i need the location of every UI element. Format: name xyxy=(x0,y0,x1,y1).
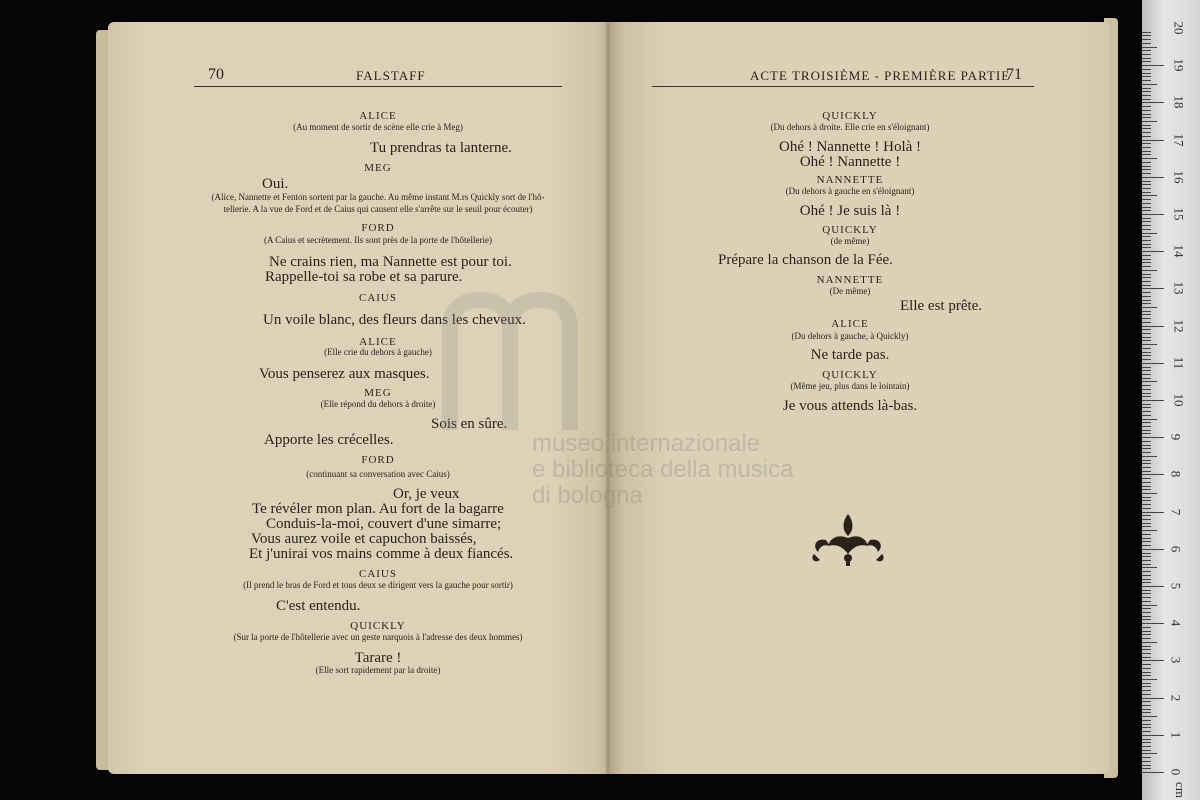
ruler-tick xyxy=(1142,411,1151,412)
ruler-tick xyxy=(1142,340,1151,341)
ruler-number: 5 xyxy=(1168,582,1184,590)
ruler-tick xyxy=(1142,262,1151,263)
right-running-title: ACTE TROISIÈME - PREMIÈRE PARTIE xyxy=(750,68,1011,83)
left_page-text-verse-line: Sois en sûre. xyxy=(431,416,508,432)
ruler-tick xyxy=(1142,355,1151,356)
ruler-tick xyxy=(1142,300,1151,301)
ruler-tick xyxy=(1142,404,1151,405)
ruler-tick xyxy=(1142,508,1151,509)
ruler-tick xyxy=(1142,619,1151,620)
left_page-text-verse-line: Vous penserez aux masques. xyxy=(259,366,430,382)
ruler-tick xyxy=(1142,579,1151,580)
ruler-tick xyxy=(1142,151,1151,152)
left_page-text-verse-line: Oui. xyxy=(262,176,289,192)
ruler-tick xyxy=(1142,526,1151,527)
ruler-tick xyxy=(1142,500,1151,501)
ruler-number: 11 xyxy=(1171,356,1187,370)
ruler-tick xyxy=(1142,683,1151,684)
ruler-tick xyxy=(1142,326,1164,327)
ruler-tick xyxy=(1142,727,1151,728)
right_page-text-stage-direction: (Même jeu, plus dans le lointain) xyxy=(790,381,910,391)
ruler-tick xyxy=(1142,430,1151,431)
ruler-tick xyxy=(1142,266,1151,267)
ruler-tick xyxy=(1142,772,1164,773)
ruler-tick xyxy=(1142,50,1151,51)
ruler-tick xyxy=(1142,114,1151,115)
left_page-text-verse-line: Apporte les crécelles. xyxy=(264,432,394,448)
right_page-text-verse-line: Ohé ! Nannette ! Holà ! xyxy=(778,139,922,155)
ruler-tick xyxy=(1142,675,1151,676)
left_page-text-verse-line: Rappelle-toi sa robe et sa parure. xyxy=(265,269,463,285)
ruler-tick xyxy=(1142,445,1151,446)
ruler-number: 12 xyxy=(1171,319,1187,333)
ruler-tick xyxy=(1142,192,1151,193)
ruler-tick xyxy=(1142,407,1151,408)
ruler-tick xyxy=(1142,422,1151,423)
right_page-text-verse-line: Ohé ! Nannette ! xyxy=(799,154,901,170)
ruler-number: 1 xyxy=(1168,731,1184,739)
ruler-tick xyxy=(1142,214,1164,215)
ruler-tick xyxy=(1142,761,1151,762)
ruler-tick xyxy=(1142,564,1151,565)
ruler-tick xyxy=(1142,218,1151,219)
ruler-number: 8 xyxy=(1168,471,1184,478)
ruler-tick xyxy=(1142,720,1151,721)
ruler-tick xyxy=(1142,121,1157,122)
ruler-tick xyxy=(1142,452,1151,453)
ruler-tick xyxy=(1142,47,1157,48)
left_page-text-verse-line: Et j'unirai vos mains comme à deux fiancés. xyxy=(249,546,514,562)
ruler-tick xyxy=(1142,642,1157,643)
ruler-tick xyxy=(1142,259,1151,260)
ruler-tick xyxy=(1142,538,1151,539)
ruler-tick xyxy=(1142,545,1151,546)
watermark-line-3: di bologna xyxy=(532,482,643,509)
ruler-tick xyxy=(1142,147,1151,148)
right_page-text-speaker: QUICKLY xyxy=(822,110,878,122)
ruler-tick xyxy=(1142,694,1151,695)
ruler-tick xyxy=(1142,415,1151,416)
ruler-tick xyxy=(1142,333,1151,334)
left_page-text-verse-line: Conduis-la-moi, couvert d'une simarre; xyxy=(266,516,502,532)
left_page-text-stage-direction: (Sur la porte de l'hôtellerie avec un geste narquois à l'adresse des deux hommes) xyxy=(233,632,523,642)
ruler-tick xyxy=(1142,742,1151,743)
ruler-tick xyxy=(1142,303,1151,304)
ruler-tick xyxy=(1142,136,1151,137)
ruler-tick xyxy=(1142,724,1151,725)
ruler-tick xyxy=(1142,39,1151,40)
left_page-text-verse-line: Or, je veux xyxy=(393,486,460,502)
ruler-tick xyxy=(1142,534,1151,535)
ruler-tick xyxy=(1142,195,1157,196)
left_page-text-speaker: ALICE xyxy=(359,336,397,348)
ruler-number: 4 xyxy=(1168,619,1184,627)
right_page-text-stage-direction: (Du dehors à gauche en s'éloignant) xyxy=(785,186,915,196)
ruler-number: 17 xyxy=(1171,133,1187,147)
ruler-tick xyxy=(1142,631,1151,632)
left_page-text-speaker: MEG xyxy=(364,387,392,399)
ruler-tick xyxy=(1142,560,1151,561)
ruler-tick xyxy=(1142,199,1151,200)
ruler-tick xyxy=(1142,247,1151,248)
ruler-tick xyxy=(1142,646,1151,647)
ruler-tick xyxy=(1142,76,1151,77)
ruler-tick xyxy=(1142,448,1151,449)
left_page-text-stage-direction: (A Caius et secrètement. Ils sont près de la porte de l'hôtellerie) xyxy=(263,235,493,245)
ruler-tick xyxy=(1142,523,1151,524)
ruler-tick xyxy=(1142,251,1164,252)
ruler-tick xyxy=(1142,426,1151,427)
ruler-number: 16 xyxy=(1171,170,1187,184)
ruler-tick xyxy=(1142,541,1151,542)
ruler-tick xyxy=(1142,240,1151,241)
ruler-tick xyxy=(1142,169,1151,170)
ruler-tick xyxy=(1142,690,1151,691)
ruler-tick xyxy=(1142,556,1151,557)
ruler-number: 13 xyxy=(1171,281,1187,295)
ruler-tick xyxy=(1142,456,1157,457)
ruler-number: 2 xyxy=(1168,694,1184,701)
ruler-tick xyxy=(1142,274,1151,275)
ruler-tick xyxy=(1142,348,1151,349)
ruler-tick xyxy=(1142,735,1164,736)
ruler-tick xyxy=(1142,750,1151,751)
ruler-tick xyxy=(1142,660,1164,661)
ruler-tick xyxy=(1142,400,1164,401)
ruler-tick xyxy=(1142,515,1151,516)
left_page-text-speaker: QUICKLY xyxy=(350,620,406,632)
ruler-tick xyxy=(1142,586,1164,587)
right_page-text-verse-line: Ohé ! Je suis là ! xyxy=(799,203,901,219)
right_page-text-speaker: QUICKLY xyxy=(822,369,878,381)
ruler-tick xyxy=(1142,84,1157,85)
left-running-title: FALSTAFF xyxy=(356,68,426,83)
watermark-line-1: museo internazionale xyxy=(532,430,761,457)
ruler-tick xyxy=(1142,285,1151,286)
ruler-tick xyxy=(1142,765,1151,766)
ruler-tick xyxy=(1142,277,1151,278)
ruler-tick xyxy=(1142,166,1151,167)
left_page-text-stage-direction: (Au moment de sortir de scène elle crie à Meg) xyxy=(293,122,463,132)
ruler-tick xyxy=(1142,582,1151,583)
ruler-number: 3 xyxy=(1168,657,1184,664)
left_page-text-stage-direction: (continuant sa conversation avec Caius) xyxy=(306,469,450,479)
left_page-text-speaker: FORD xyxy=(361,454,395,466)
left_page-text-speaker: CAIUS xyxy=(358,568,398,580)
right-page-number: 71 xyxy=(1006,66,1022,83)
ruler-unit: cm xyxy=(1172,782,1188,798)
ruler-tick xyxy=(1142,73,1151,74)
left_page-text-verse-line: Te révéler mon plan. Au fort de la bagarre xyxy=(252,501,504,517)
ruler-tick xyxy=(1142,593,1151,594)
left_page-text-verse-line: Un voile blanc, des fleurs dans les cheveux. xyxy=(263,312,526,328)
ruler-tick xyxy=(1142,270,1157,271)
right_page-text-stage-direction: (de même) xyxy=(830,236,870,246)
ruler-tick xyxy=(1142,229,1151,230)
ruler-tick xyxy=(1142,385,1151,386)
ruler-tick xyxy=(1142,612,1151,613)
left_page-text-speaker: MEG xyxy=(364,162,392,174)
right_page-text-speaker: NANNETTE xyxy=(816,274,884,286)
ruler-tick xyxy=(1142,225,1151,226)
left_page-text-stage-direction: (Elle répond du dehors à droite) xyxy=(320,399,436,409)
ruler-tick xyxy=(1142,698,1164,699)
ruler-tick xyxy=(1142,627,1151,628)
ruler-tick xyxy=(1142,467,1151,468)
ruler-tick xyxy=(1142,489,1151,490)
left_page-text-stage-direction: (Elle sort rapidement par la droite) xyxy=(315,665,441,675)
ruler-tick xyxy=(1142,181,1151,182)
ruler-tick xyxy=(1142,605,1157,606)
right_page-text-stage-direction: (De même) xyxy=(829,286,871,296)
ruler-tick xyxy=(1142,359,1151,360)
ruler-tick xyxy=(1142,396,1151,397)
ruler-tick xyxy=(1142,173,1151,174)
ruler-tick xyxy=(1142,378,1151,379)
ruler-tick xyxy=(1142,102,1164,103)
ruler-tick xyxy=(1142,679,1157,680)
ruler-tick xyxy=(1142,177,1164,178)
ruler-tick xyxy=(1142,571,1151,572)
ruler-tick xyxy=(1142,296,1151,297)
ruler-tick xyxy=(1142,493,1157,494)
ruler-number: 19 xyxy=(1171,58,1187,72)
right_page-text-stage-direction: (Du dehors à droite. Elle crie en s'éloignant) xyxy=(770,122,930,132)
museum-logo-watermark xyxy=(430,290,600,440)
ruler-tick xyxy=(1142,716,1157,717)
ruler-tick xyxy=(1142,705,1151,706)
ruler-tick xyxy=(1142,471,1151,472)
ruler-tick xyxy=(1142,739,1151,740)
ruler-tick xyxy=(1142,530,1157,531)
ruler-tick xyxy=(1142,549,1164,550)
ruler-tick xyxy=(1142,608,1151,609)
ruler-tick xyxy=(1142,233,1157,234)
ruler-tick xyxy=(1142,54,1151,55)
right_page-text-verse-line: Je vous attends là-bas. xyxy=(782,398,918,414)
ruler-tick xyxy=(1142,307,1157,308)
ruler-tick xyxy=(1142,768,1151,769)
ruler-tick xyxy=(1142,664,1151,665)
ruler-tick xyxy=(1142,746,1151,747)
ruler-tick xyxy=(1142,712,1151,713)
right-header-rule xyxy=(652,86,1034,87)
ruler-tick xyxy=(1142,61,1151,62)
ruler-tick xyxy=(1142,221,1151,222)
right_page-text-verse-line: Elle est prête. xyxy=(900,298,983,314)
ruler-tick xyxy=(1142,367,1151,368)
ruler-tick xyxy=(1142,311,1151,312)
ruler-number: 15 xyxy=(1171,207,1187,221)
ruler-tick xyxy=(1142,318,1151,319)
ruler-tick xyxy=(1142,575,1151,576)
left_page-text-stage-direction: (Il prend le bras de Ford et tous deux se dirigent vers la gauche pour sortir) xyxy=(243,580,513,590)
ruler-tick xyxy=(1142,363,1164,364)
right_page-text-speaker: ALICE xyxy=(831,318,869,330)
ruler-tick xyxy=(1142,441,1151,442)
ruler-tick xyxy=(1142,433,1151,434)
ruler-tick xyxy=(1142,143,1151,144)
ruler-tick xyxy=(1142,553,1151,554)
ruler-tick xyxy=(1142,634,1151,635)
right_page-text-speaker: QUICKLY xyxy=(822,224,878,236)
ruler-tick xyxy=(1142,616,1151,617)
ruler-tick xyxy=(1142,128,1151,129)
ruler-tick xyxy=(1142,657,1151,658)
ruler-tick xyxy=(1142,314,1151,315)
ruler-tick xyxy=(1142,288,1164,289)
left_page-text-speaker: CAIUS xyxy=(358,292,398,304)
left_page-text-verse-line: Tarare ! xyxy=(354,650,402,666)
ruler-tick xyxy=(1142,69,1151,70)
ruler-tick xyxy=(1142,65,1164,66)
ruler-tick xyxy=(1142,140,1164,141)
left_page-text-verse-line: Vous aurez voile et capuchon baissés, xyxy=(251,531,477,547)
ruler-tick xyxy=(1142,649,1151,650)
ruler-tick xyxy=(1142,653,1151,654)
ruler-tick xyxy=(1142,478,1151,479)
ruler-tick xyxy=(1142,497,1151,498)
measuring-ruler xyxy=(1142,0,1200,800)
ruler-tick xyxy=(1142,255,1151,256)
left_page-text-verse-line: C'est entendu. xyxy=(276,598,361,614)
ruler-tick xyxy=(1142,519,1151,520)
ruler-tick xyxy=(1142,419,1157,420)
ruler-tick xyxy=(1142,709,1151,710)
right_page-text-verse-line: Prépare la chanson de la Fée. xyxy=(718,252,893,268)
ruler-tick xyxy=(1142,43,1151,44)
right_page-text-speaker: NANNETTE xyxy=(816,174,884,186)
left_page-text-speaker: ALICE xyxy=(359,110,397,122)
left-header-rule xyxy=(194,86,562,87)
ruler-tick xyxy=(1142,162,1151,163)
ruler-tick xyxy=(1142,601,1151,602)
ruler-tick xyxy=(1142,668,1151,669)
ruler-tick xyxy=(1142,125,1151,126)
ruler-tick xyxy=(1142,110,1151,111)
ruler-tick xyxy=(1142,344,1157,345)
ruler-tick xyxy=(1142,32,1151,33)
ruler-tick xyxy=(1142,91,1151,92)
ruler-tick xyxy=(1142,322,1151,323)
ruler-tick xyxy=(1142,393,1151,394)
ruler-tick xyxy=(1142,154,1151,155)
ruler-tick xyxy=(1142,117,1151,118)
ruler-tick xyxy=(1142,731,1151,732)
ruler-tick xyxy=(1142,281,1151,282)
ruler-tick xyxy=(1142,701,1151,702)
ruler-tick xyxy=(1142,757,1151,758)
left_page-text-verse-line: Ne crains rien, ma Nannette est pour toi. xyxy=(269,254,512,270)
left_page-text-stage-direction: tellerie. A la vue de Ford et de Caius qui causent elle s'arrête sur le seuil pour écouter) xyxy=(223,204,533,214)
ruler-tick xyxy=(1142,58,1151,59)
left_page-text-stage-direction: (Elle crie du dehors à gauche) xyxy=(324,347,432,357)
ruler-tick xyxy=(1142,672,1151,673)
ruler-tick xyxy=(1142,236,1151,237)
ruler-tick xyxy=(1142,337,1151,338)
ruler-tick xyxy=(1142,352,1151,353)
ruler-tick xyxy=(1142,184,1151,185)
right-page xyxy=(610,22,1110,774)
ruler-number: 9 xyxy=(1168,433,1184,441)
ruler-tick xyxy=(1142,486,1151,487)
ruler-tick xyxy=(1142,463,1151,464)
ruler-tick xyxy=(1142,188,1151,189)
ruler-tick xyxy=(1142,381,1157,382)
ruler-tick xyxy=(1142,292,1151,293)
ruler-tick xyxy=(1142,132,1151,133)
ruler-tick xyxy=(1142,753,1157,754)
ruler-tick xyxy=(1142,370,1151,371)
ruler-tick xyxy=(1142,504,1151,505)
ruler-tick xyxy=(1142,95,1151,96)
ruler-tick xyxy=(1142,597,1151,598)
ruler-tick xyxy=(1142,460,1151,461)
left_page-text-verse-line: Tu prendras ta lanterne. xyxy=(370,140,512,156)
ruler-number: 20 xyxy=(1171,21,1187,35)
ruler-tick xyxy=(1142,80,1151,81)
ruler-number: 7 xyxy=(1168,508,1184,515)
ruler-number: 10 xyxy=(1171,393,1187,407)
ruler-tick xyxy=(1142,210,1151,211)
ruler-number: 0 xyxy=(1168,768,1184,776)
ruler-tick xyxy=(1142,686,1151,687)
ruler-tick xyxy=(1142,590,1151,591)
ruler-tick xyxy=(1142,207,1151,208)
ruler-tick xyxy=(1142,482,1151,483)
ruler-tick xyxy=(1142,88,1151,89)
ornament-icon xyxy=(808,510,888,566)
ruler-tick xyxy=(1142,389,1151,390)
ruler-tick xyxy=(1142,567,1157,568)
ruler-tick xyxy=(1142,203,1151,204)
ruler-tick xyxy=(1142,638,1151,639)
ruler-tick xyxy=(1142,158,1157,159)
right_page-text-stage-direction: (Du dehors à gauche, à Quickly) xyxy=(791,331,909,341)
ruler-tick xyxy=(1142,244,1151,245)
ruler-tick xyxy=(1142,99,1151,100)
ruler-tick xyxy=(1142,374,1151,375)
left-page-number: 70 xyxy=(208,66,224,83)
ruler-tick xyxy=(1142,474,1164,475)
left_page-text-speaker: FORD xyxy=(361,222,395,234)
ruler-tick xyxy=(1142,106,1151,107)
ruler-number: 14 xyxy=(1171,244,1187,258)
ruler-tick xyxy=(1142,512,1164,513)
ruler-tick xyxy=(1142,35,1151,36)
ruler-tick xyxy=(1142,329,1151,330)
watermark-line-2: e biblioteca della musica xyxy=(532,456,794,483)
ruler-tick xyxy=(1142,437,1164,438)
ruler-number: 18 xyxy=(1171,95,1187,109)
right_page-text-verse-line: Ne tarde pas. xyxy=(810,347,890,363)
ruler-number: 6 xyxy=(1168,545,1184,553)
left_page-text-stage-direction: (Alice, Nannette et Fenton sortent par la gauche. Au même instant M.rs Quickly sort de l'hô- xyxy=(211,192,545,202)
ruler-tick xyxy=(1142,623,1164,624)
